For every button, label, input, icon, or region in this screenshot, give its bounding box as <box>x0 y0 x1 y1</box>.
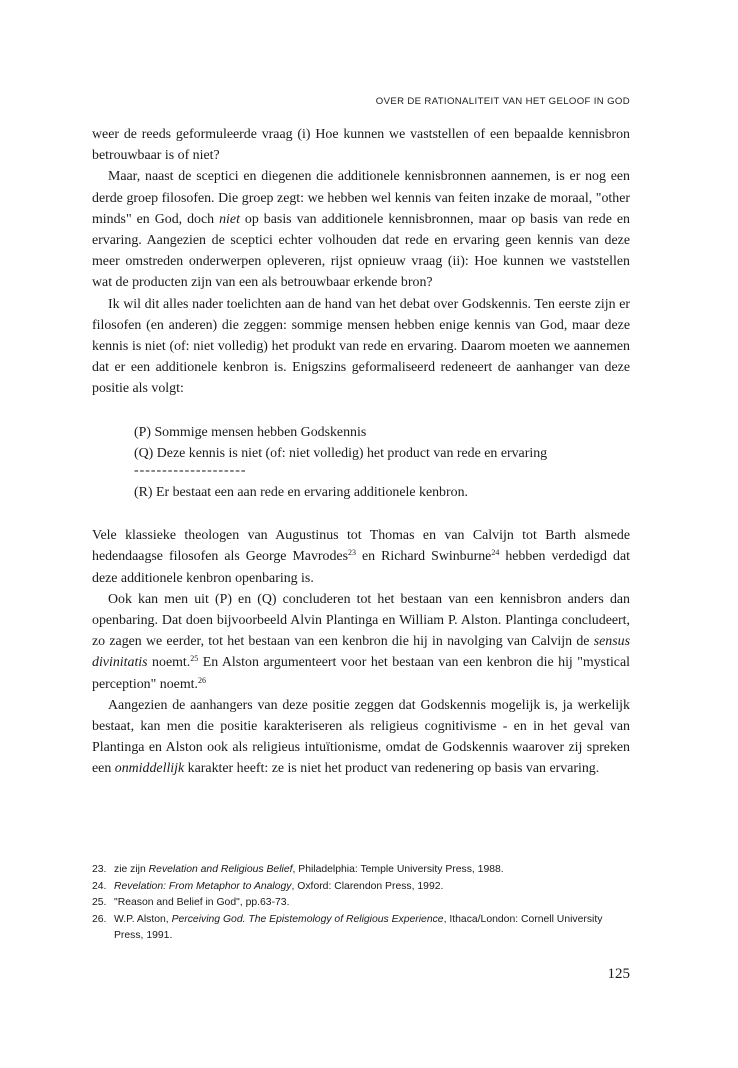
paragraph-4 <box>92 525 630 589</box>
footnote-number: 25. <box>92 897 107 908</box>
running-header: OVER DE RATIONALITEIT VAN HET GELOOF IN GOD <box>375 96 630 107</box>
footnote-number: 26. <box>92 913 107 925</box>
premise-p: (P) Sommige mensen hebben Godskennis <box>134 424 367 440</box>
paragraph-6-text-a: Aangezien de aanhangers van deze positie zeggen dat Godskennis mogelijk is, ja werkelijk bestaat, kan men die positie karakteriseren als religieus cognitivisme - en in het geval van Plantinga en Alston ook als religieus intuïtionisme, omdat de Godskennis waarover zij spreken een <box>92 697 630 777</box>
footnote-26 <box>92 912 630 945</box>
footnote-title: Revelation: From Metaphor to Analogy <box>114 880 292 892</box>
paragraph-2-text-b: op basis van additionele kennisbronnen, maar op basis van rede en ervaring. Aangezien de sceptici echter volhouden dat rede en ervaring geen kennis van deze meer omstreden onderwerpen opleveren, rijst opnieuw vraag (ii): Hoe kunnen we vaststellen wat de producten zijn van een als betrouwbaar erkende bron? <box>92 211 630 291</box>
paragraph-4-text-c: hebben verdedigd dat deze additionele kenbron openbaring is. <box>92 549 630 586</box>
footnote-ref-26[interactable]: 26 <box>197 675 206 685</box>
footnote-title: Perceiving God. The Epistemology of Religious Experience <box>171 913 444 925</box>
footnote-24 <box>92 879 630 896</box>
paragraph-2 <box>92 166 630 293</box>
body-text <box>92 124 630 780</box>
paragraph-5-text-a: Ook kan men uit (P) en (Q) concluderen tot het bestaan van een kennisbron anders dan openbaring. Dat doen bijvoorbeeld Alvin Plantinga en William P. Alston. Plantinga concludeert, zo zagen we eerder, tot het bestaan van een kenbron die hij in navolging van Calvijn de <box>92 591 630 650</box>
paragraph-5-emphasis: sensus divinitatis <box>92 634 630 671</box>
inference-rule-line: -------------------- <box>134 463 247 479</box>
paragraph-4-text-a: Vele klassieke theologen van Augustinus tot Thomas en van Calvijn tot Barth alsmede hedendaagse filosofen als George Mavrodes <box>92 528 630 565</box>
conclusion-r: (R) Er bestaat een aan rede en ervaring additionele kenbron. <box>134 485 468 501</box>
paragraph-2-emphasis: niet <box>219 211 240 227</box>
paragraph-4-text-b: en Richard Swinburne <box>356 549 492 565</box>
formal-argument <box>134 422 630 504</box>
footnote-number: 23. <box>92 864 107 875</box>
footnote-ref-25[interactable]: 25 <box>190 654 199 664</box>
premise-q: (Q) Deze kennis is niet (of: niet volledig) het product van rede en ervaring <box>134 445 548 461</box>
paragraph-6-emphasis: onmiddellijk <box>114 761 185 777</box>
footnote-title: Revelation and Religious Belief <box>148 864 293 875</box>
footnote-text: W.P. Alston, <box>114 913 172 925</box>
paragraph-6 <box>92 695 630 780</box>
footnote-text: zie zijn <box>114 864 149 875</box>
paragraph-2-text-a: Maar, naast de sceptici en diegenen die additionele kennisbronnen aannemen, is er nog een derde groep filosofen. Die groep zegt: we hebben wel kennis van feiten inzake de moraal, "other minds" en God, doch <box>92 169 630 227</box>
footnote-text: , Oxford: Clarendon Press, 1992. <box>291 880 444 892</box>
paragraph-5-text-c: En Alston argumenteert voor het bestaan van een kenbron die hij "mystical perception" noemt. <box>92 655 630 692</box>
footnotes <box>92 862 630 945</box>
footnote-text: "Reason and Belief in God", pp.63-73. <box>114 897 290 908</box>
footnote-number: 24. <box>92 880 107 892</box>
footnote-23 <box>92 862 630 879</box>
footnote-text: , Ithaca/London: Cornell University Press, 1991. <box>114 913 603 941</box>
paragraph-3: Ik wil dit alles nader toelichten aan de hand van het debat over Godskennis. Ten eerste zijn er filosofen (en anderen) die zeggen: sommige mensen hebben enige kennis van God, maar deze kennis is niet (of: niet volledig) het produkt van rede en ervaring. Daarom moeten we aannemen dat er een additionele kenbron is. Enigszins geformaliseerd redeneert de aanhanger van deze positie als volgt: <box>92 296 630 397</box>
paragraph-6-text-b: karakter heeft: ze is niet het product van redenering op basis van ervaring. <box>184 761 600 777</box>
page-number: 125 <box>607 966 630 982</box>
footnote-25 <box>92 895 630 912</box>
paragraph-5 <box>92 589 630 695</box>
footnote-ref-23[interactable]: 23 <box>348 548 356 558</box>
footnote-text: , Philadelphia: Temple University Press, 1988. <box>292 864 504 875</box>
paragraph-5-text-b: noemt. <box>147 655 191 671</box>
footnote-ref-24[interactable]: 24 <box>491 548 500 558</box>
paragraph-1: weer de reeds geformuleerde vraag (i) Hoe kunnen we vaststellen of een bepaalde kennisbron betrouwbaar is of niet? <box>92 127 630 164</box>
